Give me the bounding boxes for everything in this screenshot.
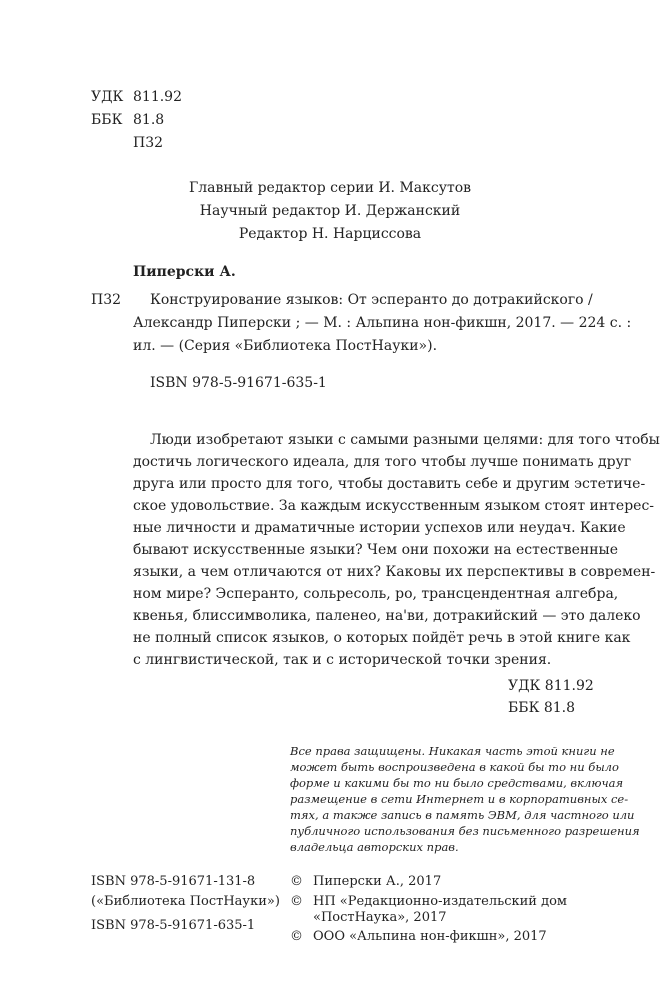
isbn-series-name: («Библиотека ПостНауки») xyxy=(91,894,280,909)
bbk-value: 81.8 xyxy=(133,112,165,128)
abstract-line: не полный список языков, о которых пойдёт речь в этой книге как xyxy=(133,630,631,646)
udk-value: 811.92 xyxy=(133,89,182,105)
abstract-line: ское удовольствие. За каждым искусственным языком стоят интерес- xyxy=(133,498,655,514)
abstract-udk: УДК 811.92 xyxy=(508,678,594,694)
rights-line: Все права защищены. Никакая часть этой книги не xyxy=(290,744,615,758)
abstract-line: достичь логического идеала, для того чтобы лучше понимать друг xyxy=(133,454,632,470)
copyright-icon: © xyxy=(290,894,303,909)
copyright-author: Пиперски А., 2017 xyxy=(313,874,442,889)
record-line: Конструирование языков: От эсперанто до дотракийского / xyxy=(150,292,593,308)
record-isbn: ISBN 978-5-91671-635-1 xyxy=(150,375,327,391)
series-editor: Главный редактор серии И. Максутов xyxy=(188,180,472,196)
abstract-line: языки, а чем отличаются от них? Каковы их перспективы в современ- xyxy=(133,564,656,580)
science-editor: Научный редактор И. Держанский xyxy=(199,203,461,219)
record-line: Александр Пиперски ; — М. : Альпина нон-фикшн, 2017. — 224 с. : xyxy=(133,315,632,331)
abstract-line: бывают искусственные языки? Чем они похожи на естественные xyxy=(133,542,618,558)
copyright-icon: © xyxy=(290,874,303,889)
abstract-line: друга или просто для того, чтобы доставить себе и другим эстетиче- xyxy=(133,476,646,492)
rights-line: может быть воспроизведена в какой бы то ни было xyxy=(290,760,619,774)
rights-line: размещение в сети Интернет и в корпоративных се- xyxy=(290,792,629,806)
copyright-publisher-cont: «ПостНаука», 2017 xyxy=(313,910,447,925)
abstract-line: ные личности и драматичные истории успехов или неудач. Какие xyxy=(133,520,626,536)
editor: Редактор Н. Нарциссова xyxy=(238,226,422,242)
bbk-label: ББК xyxy=(91,112,123,128)
rights-line: тях, а также запись в память ЭВМ, для частного или xyxy=(290,808,635,822)
record-line: ил. — (Серия «Библиотека ПостНауки»). xyxy=(133,338,438,354)
isbn-book: ISBN 978-5-91671-635-1 xyxy=(91,918,256,933)
copyright-alpina: ООО «Альпина нон-фикшн», 2017 xyxy=(313,929,547,944)
abstract-line: Люди изобретают языки с самыми разными целями: для того чтобы xyxy=(150,432,660,448)
record-author: Пиперски А. xyxy=(133,264,236,280)
abstract-bbk: ББК 81.8 xyxy=(508,700,576,716)
abstract-line: ном мире? Эсперанто, сольресоль, ро, трансцендентная алгебра, xyxy=(133,586,619,602)
rights-line: владельца авторских прав. xyxy=(290,840,459,854)
author-code: П32 xyxy=(133,135,164,151)
record-code: П32 xyxy=(91,292,122,308)
abstract-line: с лингвистической, так и с исторической точки зрения. xyxy=(133,652,552,668)
rights-line: публичного использования без письменного разрешения xyxy=(290,824,640,838)
abstract-line: квенья, блиссимволика, паленео, на'ви, дотракийский — это далеко xyxy=(133,608,641,624)
rights-line: форме и какими бы то ни было средствами, включая xyxy=(290,776,624,790)
copyright-publisher: НП «Редакционно-издательский дом xyxy=(313,894,568,909)
isbn-series: ISBN 978-5-91671-131-8 xyxy=(91,874,256,889)
udk-label: УДК xyxy=(91,89,124,105)
copyright-icon: © xyxy=(290,929,303,944)
